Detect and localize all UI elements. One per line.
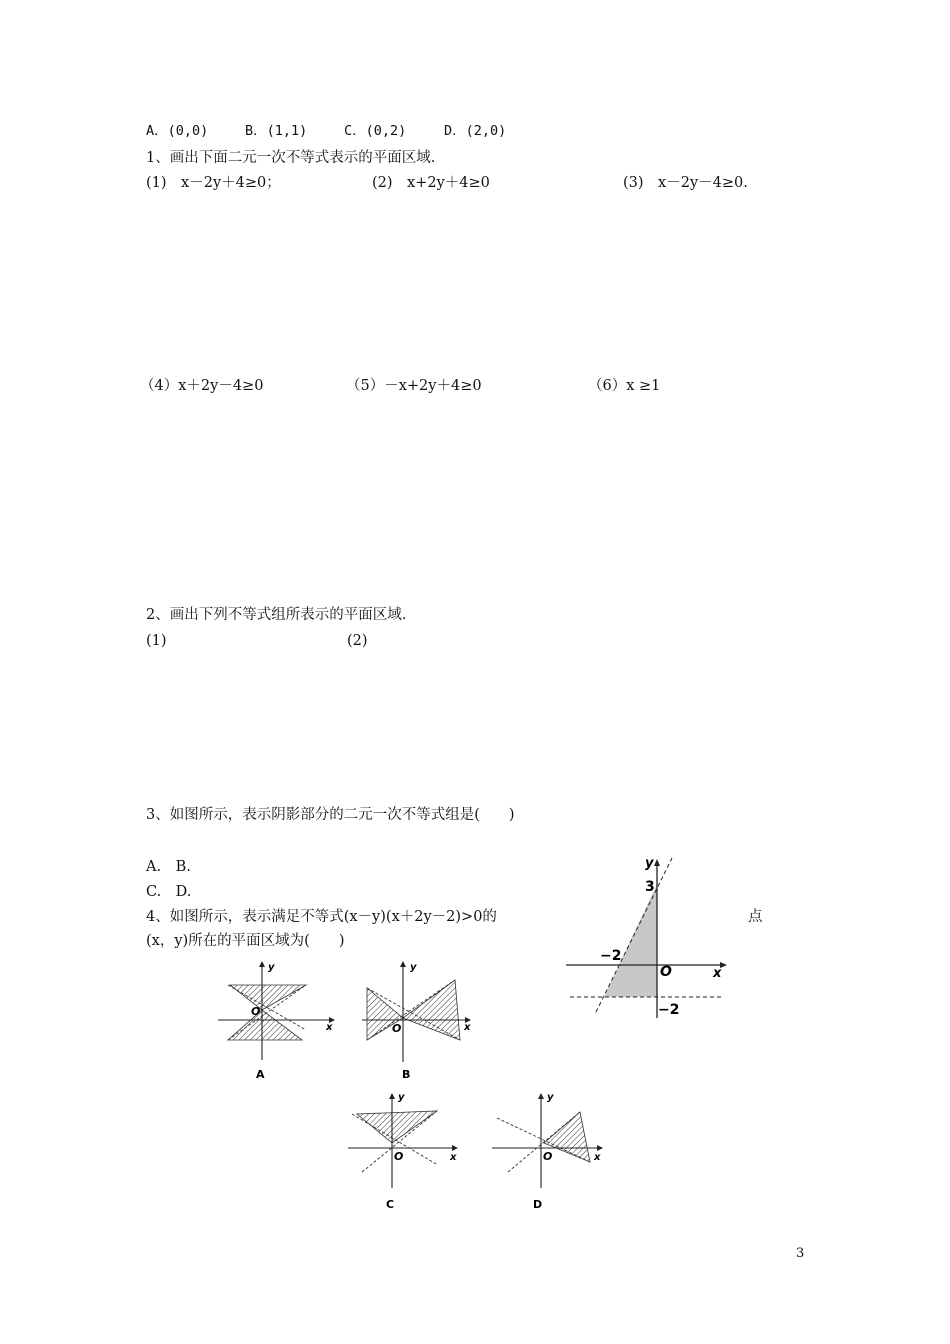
q3-label-3: 3 xyxy=(645,879,655,895)
q3-options-cd: C. D. xyxy=(146,884,192,900)
q1-part-4: （4）x＋2y－4≥0 xyxy=(140,378,264,394)
q4-option-c-label: C xyxy=(386,1198,395,1211)
svg-text:x: x xyxy=(464,1022,471,1033)
q2-part-2: (2) xyxy=(347,633,368,649)
q3-y-label: y xyxy=(645,856,654,871)
svg-text:O: O xyxy=(394,1150,404,1163)
svg-text:y: y xyxy=(268,962,275,973)
q4-title-line2: (x，y)所在的平面区域为( ) xyxy=(146,933,345,949)
q4-option-d-label: D xyxy=(533,1198,543,1211)
q4-option-b-graph xyxy=(358,955,483,1085)
choice-d: D．(2,0) xyxy=(444,123,507,139)
q1-part-3: (3) x－2y－4≥0. xyxy=(623,175,748,191)
q4-option-d-graph xyxy=(488,1088,613,1213)
svg-text:x: x xyxy=(326,1022,333,1033)
choice-a: A．(0,0) xyxy=(146,123,209,139)
svg-text:O: O xyxy=(392,1022,402,1035)
svg-text:y: y xyxy=(410,962,417,973)
q3-title: 3、如图所示，表示阴影部分的二元一次不等式组是( ) xyxy=(146,807,515,823)
q4-title-end: 点 xyxy=(748,909,763,925)
svg-text:x: x xyxy=(594,1152,601,1163)
q3-figure xyxy=(560,850,730,1030)
q3-label-neg2-x: −2 xyxy=(600,948,622,964)
q1-part-6: （6）x ≥1 xyxy=(588,378,661,394)
q1-part-1: (1) x－2y＋4≥0； xyxy=(146,175,281,191)
q4-option-b-label: B xyxy=(402,1068,411,1081)
svg-text:y: y xyxy=(547,1092,554,1103)
q1-title: 1、画出下面二元一次不等式表示的平面区域. xyxy=(146,150,436,166)
q4-option-a-graph xyxy=(215,955,340,1085)
q4-title: 4、如图所示，表示满足不等式(x－y)(x＋2y－2)>0的 xyxy=(146,909,497,925)
q1-part-2: (2) x+2y＋4≥0 xyxy=(372,175,490,191)
q3-label-neg2-y: −2 xyxy=(658,1002,680,1018)
q2-title: 2、画出下列不等式组所表示的平面区域. xyxy=(146,607,407,623)
q4-option-a-label: A xyxy=(256,1068,265,1081)
q3-x-label: x xyxy=(713,966,722,981)
svg-text:x: x xyxy=(450,1152,457,1163)
svg-text:O: O xyxy=(251,1005,261,1018)
svg-text:y: y xyxy=(398,1092,405,1103)
page-number: 3 xyxy=(796,1246,805,1261)
choice-c: C．(0,2) xyxy=(344,123,407,139)
q3-origin-label: O xyxy=(660,964,672,980)
q4-option-c-graph xyxy=(345,1088,470,1213)
svg-text:O: O xyxy=(543,1150,553,1163)
choice-b: B．(1,1) xyxy=(245,123,308,139)
q3-options-ab: A. B. xyxy=(146,859,191,875)
q1-part-5: （5）－x+2y＋4≥0 xyxy=(346,378,482,394)
q2-part-1: (1) xyxy=(146,633,167,649)
